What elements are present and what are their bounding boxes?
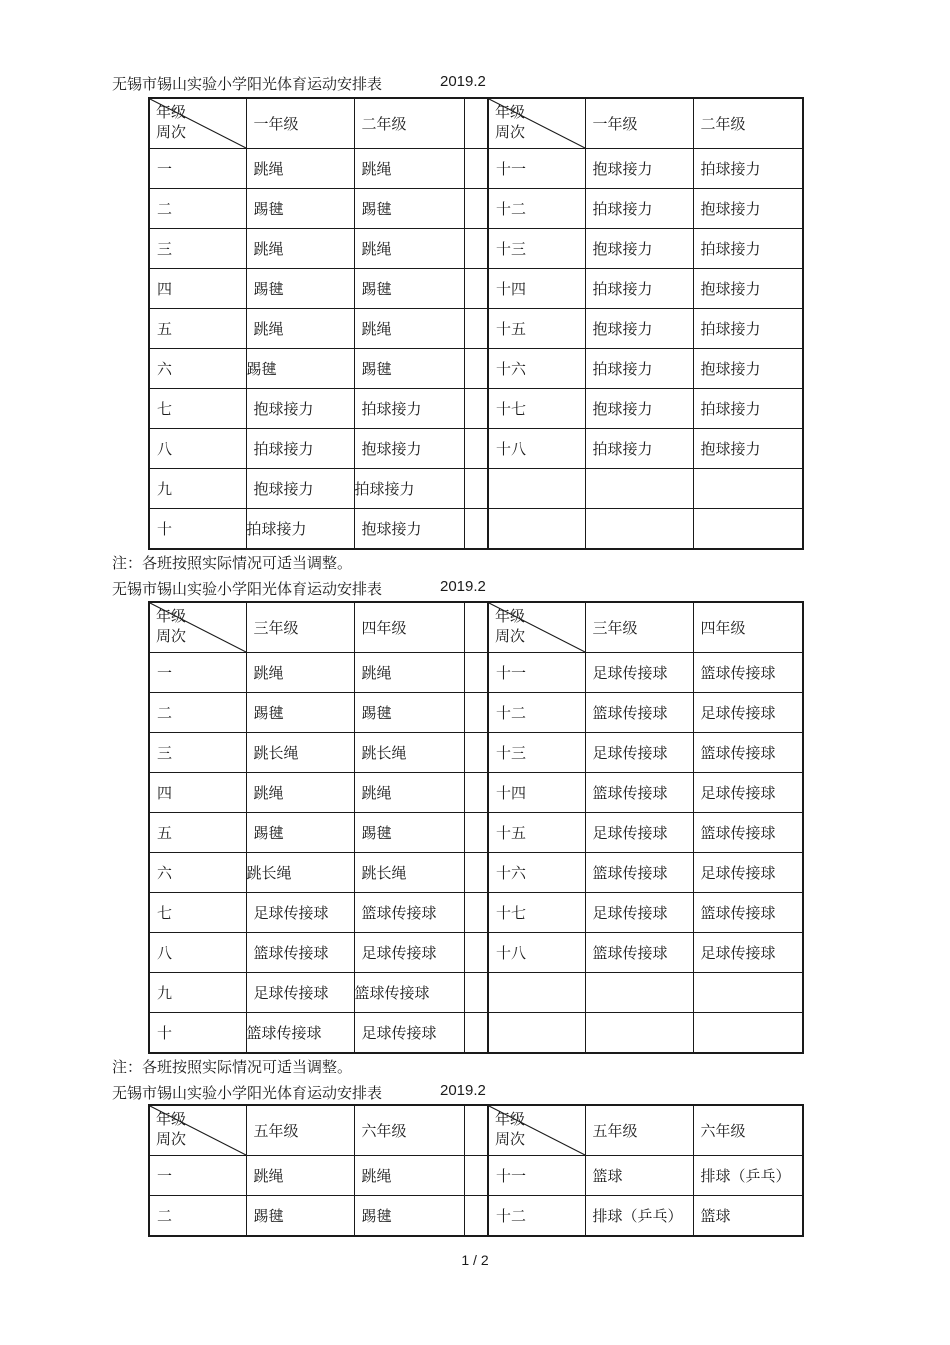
activity-cell: 篮球传接球 (246, 933, 354, 973)
section-title-text: 无锡市锡山实验小学阳光体育运动安排表 (112, 1084, 383, 1102)
week-label: 周次 (495, 123, 526, 141)
week-cell: 十五 (488, 813, 585, 853)
activity-cell: 跳绳 (246, 309, 354, 349)
activity-cell: 足球传接球 (354, 933, 464, 973)
activity-cell: 跳绳 (354, 653, 464, 693)
table-row (149, 693, 803, 733)
table-row (149, 893, 803, 933)
activity-cell: 篮球传接球 (585, 693, 693, 733)
activity-cell: 跳绳 (246, 149, 354, 189)
activity-cell: 跳绳 (354, 229, 464, 269)
activity-cell: 跳长绳 (246, 853, 354, 893)
week-cell: 十四 (488, 773, 585, 813)
activity-cell: 拍球接力 (693, 389, 803, 429)
activity-cell: 踢毽 (246, 693, 354, 733)
activity-cell: 踢毽 (354, 349, 464, 389)
activity-cell: 足球传接球 (246, 973, 354, 1013)
week-cell (488, 973, 585, 1013)
grade-column-header: 三年级 (585, 602, 693, 653)
week-cell: 四 (149, 773, 246, 813)
activity-cell (585, 509, 693, 550)
week-cell (488, 1013, 585, 1054)
corner-header-cell (149, 98, 246, 149)
week-cell: 十六 (488, 349, 585, 389)
activity-cell: 拍球接力 (693, 309, 803, 349)
corner-header-cell (488, 602, 585, 653)
grade-column-header: 五年级 (246, 1105, 354, 1156)
grade-column-header: 五年级 (585, 1105, 693, 1156)
activity-cell: 篮球传接球 (354, 893, 464, 933)
table-gap (464, 602, 488, 653)
activity-cell: 跳长绳 (246, 733, 354, 773)
activity-cell: 拍球接力 (246, 509, 354, 550)
week-cell: 一 (149, 653, 246, 693)
week-cell: 一 (149, 1156, 246, 1196)
week-cell: 七 (149, 389, 246, 429)
grade-column-header: 一年级 (585, 98, 693, 149)
grade-label: 年级 (495, 103, 526, 121)
week-cell: 八 (149, 933, 246, 973)
section-1-title (112, 73, 486, 94)
table-gap (464, 429, 488, 469)
week-cell: 三 (149, 229, 246, 269)
table-row (149, 229, 803, 269)
corner-header-cell (149, 1105, 246, 1156)
week-cell: 六 (149, 349, 246, 389)
activity-cell: 踢毽 (246, 1196, 354, 1237)
schedule-table-grade-5-6 (148, 1104, 804, 1237)
adjustment-note: 注：各班按照实际情况可适当调整。 (112, 1058, 353, 1076)
week-cell: 十二 (488, 1196, 585, 1237)
table-row (149, 349, 803, 389)
week-cell: 十八 (488, 933, 585, 973)
activity-cell: 篮球传接球 (693, 733, 803, 773)
activity-cell: 足球传接球 (693, 933, 803, 973)
activity-cell: 踢毽 (354, 813, 464, 853)
activity-cell (693, 469, 803, 509)
week-cell: 二 (149, 693, 246, 733)
week-cell: 十三 (488, 733, 585, 773)
activity-cell: 跳长绳 (354, 733, 464, 773)
table-gap (464, 309, 488, 349)
table-gap (464, 1156, 488, 1196)
table-gap (464, 469, 488, 509)
grade-label: 年级 (156, 103, 187, 121)
week-cell: 七 (149, 893, 246, 933)
grade-label: 年级 (156, 1110, 187, 1128)
week-cell: 十 (149, 509, 246, 550)
grade-column-header: 二年级 (693, 98, 803, 149)
activity-cell: 拍球接力 (246, 429, 354, 469)
table-gap (464, 389, 488, 429)
grade-label: 年级 (156, 607, 187, 625)
activity-cell: 跳绳 (246, 653, 354, 693)
section-date: 2019.2 (440, 73, 486, 90)
section-3-title (112, 1082, 486, 1103)
week-cell: 十七 (488, 389, 585, 429)
week-cell (488, 469, 585, 509)
week-label: 周次 (156, 627, 187, 645)
grade-label: 年级 (495, 607, 526, 625)
week-cell: 十四 (488, 269, 585, 309)
week-cell: 十一 (488, 1156, 585, 1196)
activity-cell: 足球传接球 (246, 893, 354, 933)
activity-cell (585, 1013, 693, 1054)
activity-cell: 足球传接球 (693, 773, 803, 813)
activity-cell: 篮球 (693, 1196, 803, 1237)
week-cell: 十五 (488, 309, 585, 349)
activity-cell: 拍球接力 (693, 149, 803, 189)
activity-cell: 抱球接力 (354, 429, 464, 469)
activity-cell: 踢毽 (246, 813, 354, 853)
activity-cell (693, 509, 803, 550)
schedule-table-grade-3-4 (148, 601, 804, 1054)
activity-cell: 拍球接力 (585, 189, 693, 229)
week-cell: 十七 (488, 893, 585, 933)
activity-cell: 踢毽 (246, 349, 354, 389)
grade-column-header: 六年级 (693, 1105, 803, 1156)
table-gap (464, 349, 488, 389)
week-cell: 十八 (488, 429, 585, 469)
activity-cell: 踢毽 (354, 189, 464, 229)
table-gap (464, 1105, 488, 1156)
grade-column-header: 一年级 (246, 98, 354, 149)
activity-cell: 足球传接球 (693, 693, 803, 733)
section-date: 2019.2 (440, 1082, 486, 1099)
activity-cell: 踢毽 (246, 189, 354, 229)
table-row (149, 509, 803, 550)
activity-cell: 拍球接力 (354, 389, 464, 429)
activity-cell: 跳长绳 (354, 853, 464, 893)
activity-cell: 篮球传接球 (693, 893, 803, 933)
activity-cell: 拍球接力 (585, 429, 693, 469)
activity-cell: 拍球接力 (585, 269, 693, 309)
activity-cell: 跳绳 (354, 309, 464, 349)
table-gap (464, 733, 488, 773)
activity-cell (585, 469, 693, 509)
corner-header-cell (488, 1105, 585, 1156)
activity-cell: 踢毽 (354, 1196, 464, 1237)
activity-cell: 拍球接力 (693, 229, 803, 269)
table-row (149, 189, 803, 229)
adjustment-note: 注：各班按照实际情况可适当调整。 (112, 554, 353, 572)
table-row (149, 309, 803, 349)
activity-cell: 足球传接球 (693, 853, 803, 893)
table-row (149, 1196, 803, 1237)
week-cell: 十二 (488, 693, 585, 733)
activity-cell: 跳绳 (354, 1156, 464, 1196)
grade-column-header: 二年级 (354, 98, 464, 149)
grade-column-header: 三年级 (246, 602, 354, 653)
table-row (149, 1156, 803, 1196)
activity-cell: 抱球接力 (585, 309, 693, 349)
activity-cell: 抱球接力 (585, 389, 693, 429)
activity-cell: 抱球接力 (246, 389, 354, 429)
week-cell: 二 (149, 1196, 246, 1237)
activity-cell: 抱球接力 (585, 229, 693, 269)
week-cell: 十三 (488, 229, 585, 269)
activity-cell: 跳绳 (354, 773, 464, 813)
table-gap (464, 189, 488, 229)
table-gap (464, 813, 488, 853)
section-2-title (112, 578, 486, 599)
week-cell: 五 (149, 309, 246, 349)
table-gap (464, 509, 488, 550)
table-gap (464, 973, 488, 1013)
table-header-row (149, 1105, 803, 1156)
activity-cell: 足球传接球 (354, 1013, 464, 1054)
activity-cell: 足球传接球 (585, 893, 693, 933)
table-row (149, 773, 803, 813)
table-row (149, 933, 803, 973)
week-cell: 十六 (488, 853, 585, 893)
activity-cell: 篮球传接球 (585, 853, 693, 893)
week-cell: 一 (149, 149, 246, 189)
activity-cell (585, 973, 693, 1013)
section-title-text: 无锡市锡山实验小学阳光体育运动安排表 (112, 580, 383, 598)
table-row (149, 429, 803, 469)
activity-cell (693, 973, 803, 1013)
corner-header-cell (149, 602, 246, 653)
activity-cell: 篮球传接球 (246, 1013, 354, 1054)
week-cell: 四 (149, 269, 246, 309)
activity-cell: 抱球接力 (693, 269, 803, 309)
activity-cell: 篮球传接球 (585, 933, 693, 973)
table-gap (464, 893, 488, 933)
activity-cell: 抱球接力 (246, 469, 354, 509)
activity-cell: 抱球接力 (354, 509, 464, 550)
schedule-table-grade-1-2 (148, 97, 804, 550)
table-row (149, 389, 803, 429)
grade-column-header: 六年级 (354, 1105, 464, 1156)
table-gap (464, 853, 488, 893)
activity-cell: 足球传接球 (585, 813, 693, 853)
activity-cell (693, 1013, 803, 1054)
table-gap (464, 1013, 488, 1054)
activity-cell: 篮球传接球 (354, 973, 464, 1013)
week-cell: 八 (149, 429, 246, 469)
table-header-row (149, 602, 803, 653)
week-cell: 二 (149, 189, 246, 229)
activity-cell: 抱球接力 (693, 429, 803, 469)
week-cell (488, 509, 585, 550)
activity-cell: 篮球传接球 (693, 813, 803, 853)
table-row (149, 149, 803, 189)
grade-column-header: 四年级 (354, 602, 464, 653)
activity-cell: 跳绳 (354, 149, 464, 189)
table-gap (464, 933, 488, 973)
activity-cell: 跳绳 (246, 229, 354, 269)
week-label: 周次 (495, 1130, 526, 1148)
activity-cell: 篮球传接球 (693, 653, 803, 693)
table-row (149, 813, 803, 853)
week-label: 周次 (156, 1130, 187, 1148)
activity-cell: 跳绳 (246, 773, 354, 813)
week-cell: 十二 (488, 189, 585, 229)
section-title-text: 无锡市锡山实验小学阳光体育运动安排表 (112, 75, 383, 93)
activity-cell: 足球传接球 (585, 653, 693, 693)
week-cell: 十一 (488, 653, 585, 693)
table-row (149, 973, 803, 1013)
week-cell: 十一 (488, 149, 585, 189)
week-label: 周次 (495, 627, 526, 645)
activity-cell: 踢毽 (354, 269, 464, 309)
page-number: 1 / 2 (461, 1252, 489, 1268)
grade-column-header: 四年级 (693, 602, 803, 653)
table-header-row (149, 98, 803, 149)
week-cell: 六 (149, 853, 246, 893)
activity-cell: 踢毽 (246, 269, 354, 309)
section-date: 2019.2 (440, 578, 486, 595)
activity-cell: 排球（乒乓） (585, 1196, 693, 1237)
table-row (149, 853, 803, 893)
week-cell: 九 (149, 469, 246, 509)
grade-label: 年级 (495, 1110, 526, 1128)
table-row (149, 653, 803, 693)
table-gap (464, 1196, 488, 1237)
week-label: 周次 (156, 123, 187, 141)
activity-cell: 排球（乒乓） (693, 1156, 803, 1196)
table-row (149, 733, 803, 773)
table-gap (464, 229, 488, 269)
activity-cell: 抱球接力 (585, 149, 693, 189)
activity-cell: 拍球接力 (354, 469, 464, 509)
activity-cell: 足球传接球 (585, 733, 693, 773)
week-cell: 三 (149, 733, 246, 773)
corner-header-cell (488, 98, 585, 149)
activity-cell: 跳绳 (246, 1156, 354, 1196)
table-gap (464, 653, 488, 693)
table-row (149, 269, 803, 309)
table-gap (464, 269, 488, 309)
activity-cell: 篮球 (585, 1156, 693, 1196)
table-row (149, 469, 803, 509)
table-gap (464, 149, 488, 189)
week-cell: 五 (149, 813, 246, 853)
week-cell: 十 (149, 1013, 246, 1054)
activity-cell: 篮球传接球 (585, 773, 693, 813)
activity-cell: 拍球接力 (585, 349, 693, 389)
activity-cell: 抱球接力 (693, 189, 803, 229)
table-gap (464, 693, 488, 733)
table-gap (464, 98, 488, 149)
activity-cell: 踢毽 (354, 693, 464, 733)
table-gap (464, 773, 488, 813)
table-row (149, 1013, 803, 1054)
week-cell: 九 (149, 973, 246, 1013)
activity-cell: 抱球接力 (693, 349, 803, 389)
